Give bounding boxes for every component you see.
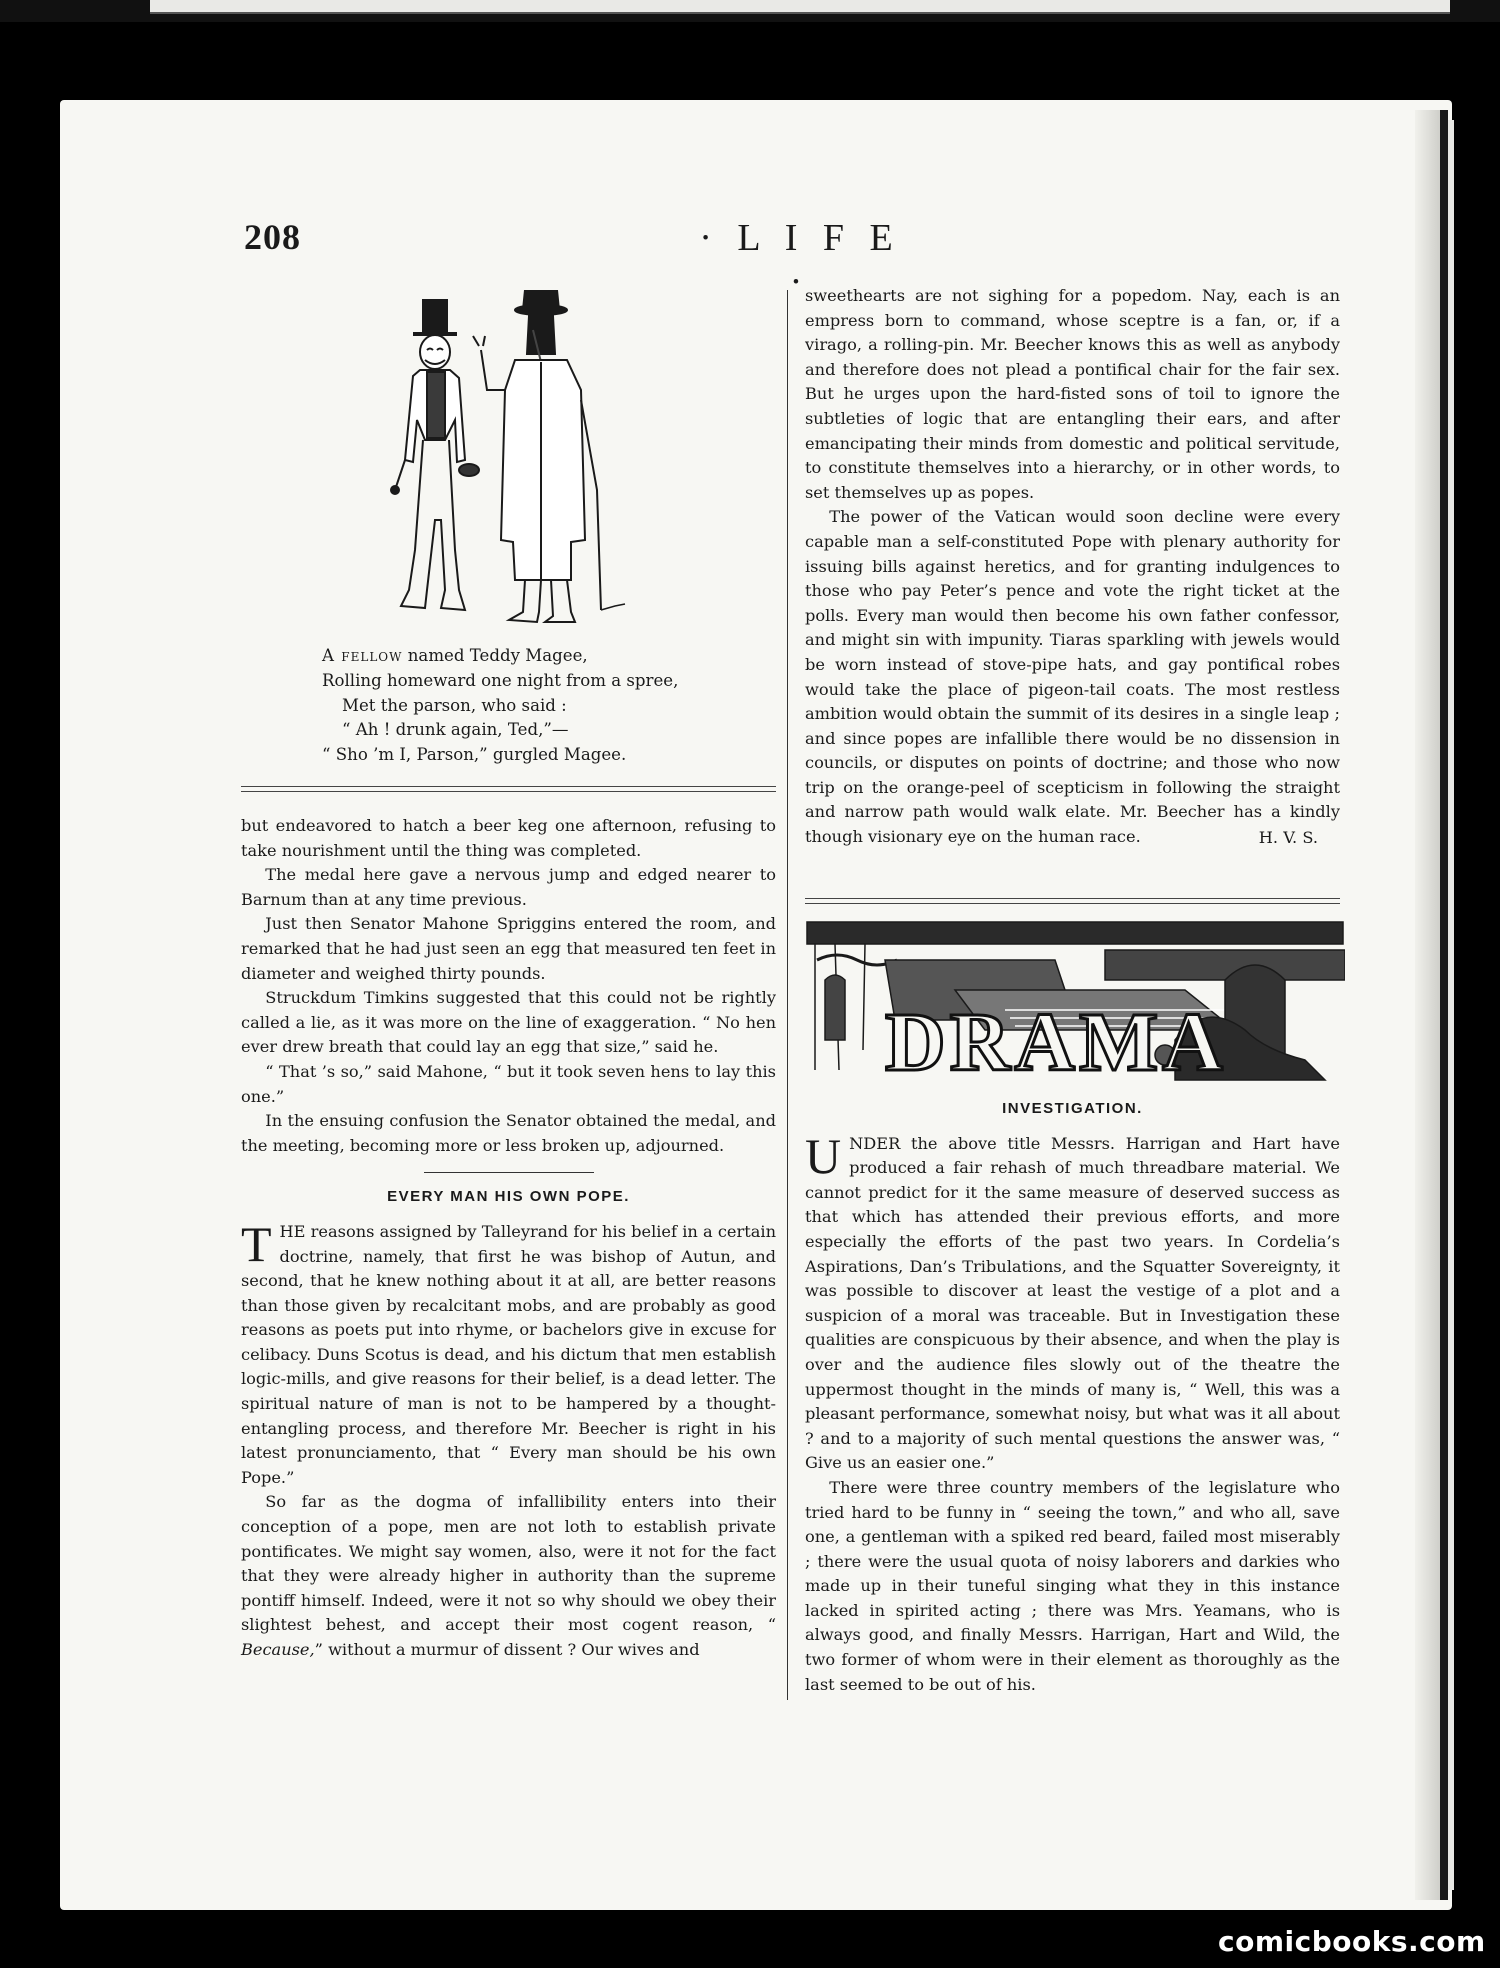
paragraph: “ That ’s so,” said Mahone, “ but it took seven hens to lay this one.”: [241, 1061, 776, 1106]
next-page-edge: [1448, 120, 1454, 1890]
paragraph: The power of the Vatican would soon decline were every capable man a self-constituted Pope with plenary authority for issuing bills against heretics, and for granting indulgences to those who pay Peter’s pence and vote the right ticket at the polls. Every man would then become his own father confessor, and might sin with impunity. Tiaras sparkling with jewels would be worn instead of stove-pipe hats, and gay pontifical robes would take the place of pigeon-tail coats. The most restless ambition would obtain the summit of its desires in a single leap ; and since popes are infallible there would be no dissension in councils, or disputes on points of doctrine; and those who now trip on the orange-peel of scepticism in following the straight and narrow path would walk elate. Mr. Beecher has a kindly though visionary eye on the human race.: [805, 507, 1340, 847]
drop-cap: T: [241, 1215, 272, 1272]
cartoon-illustration: [375, 290, 645, 630]
paragraph: There were three country members of the legislature who tried hard to be funny in “ seeing the town,” and who all, save one, a gentleman with a spiked red beard, failed most miserably ; there were the usual quota of noisy laborers and darkies who made up in their tuneful singing what they in this instance lacked in spirited acting ; there was Mrs. Yeamans, who is always good, and finally Messrs. Harrigan, Hart and Wild, the two former of whom were in their element as thoroughly as the last seemed to be out of his.: [805, 1477, 1340, 1694]
limerick-poem: [322, 644, 742, 768]
paragraph: sweethearts are not sighing for a popedom. Nay, each is an empress born to command, whose sceptre is a fan, or, if a virago, a rolling-pin. Mr. Beecher knows this as well as anybody and therefore does not plead a pontifical chair for the fair sex. But he urges upon the hard-fisted sons of toil to ignore the subtleties of logic that are entangling their ears, and after emancipating their minds from domestic and political servitude, to constitute themselves into a hierarchy, or in other words, to set themselves up as popes.: [805, 286, 1340, 502]
previous-page-edge: [150, 0, 1450, 14]
investigation-heading: INVESTIGATION.: [1002, 1100, 1143, 1117]
paragraph-text: ” without a murmur of dissent ? Our wives and: [314, 1640, 700, 1659]
drop-cap: U: [805, 1127, 842, 1184]
poem-line: Rolling homeward one night from a spree,: [322, 670, 679, 690]
right-column: [805, 284, 1340, 850]
italic-word: Because,: [241, 1640, 315, 1659]
pope-heading: EVERY MAN HIS OWN POPE.: [387, 1188, 630, 1206]
drama-banner-illustration: [805, 920, 1345, 1085]
binding-shadow: [1415, 110, 1440, 1900]
paragraph: [805, 1127, 1340, 1476]
column-divider: [787, 290, 788, 1700]
section-divider: [241, 786, 776, 792]
poem-line: “ Ah ! drunk again, Ted,”—: [342, 720, 569, 740]
drama-banner-title: DRAMA: [885, 996, 1227, 1085]
paragraph-text: NDER the above title Messrs. Harrigan and Hart have produced a fair rehash of much threadbare material. We cannot predict for it the same measure of deserved success as that which has attended their previous efforts, and more especially the efforts of the past two years. In Cordelia’s Aspirations, Dan’s Tribulations, and the Squatter Sovereignty, it was possible to discover at least the vestige of a plot and a suspicion of a moral was traceable. But in Investigation these qualities are conspicuous by their absence, and when the play is over and the audience files slowly out of the theatre the uppermost thought in the minds of many is, “ Well, this was a pleasant performance, somewhat noisy, but what was it all about ? and to a majority of such mental questions the answer was, “ Give us an easier one.”: [805, 1133, 1340, 1473]
paragraph: but endeavored to hatch a beer keg one afternoon, refusing to take nourishment until the thing was completed.: [241, 816, 776, 860]
paragraph: In the ensuing confusion the Senator obtained the medal, and the meeting, becoming more or less broken up, adjourned.: [241, 1111, 776, 1155]
paragraph: [241, 1215, 776, 1491]
paragraph: The medal here gave a nervous jump and edged nearer to Barnum than at any time previous.: [241, 865, 776, 909]
paragraph: [241, 1490, 776, 1662]
heading-rule: [424, 1172, 594, 1173]
poem-line: [322, 644, 742, 669]
watermark: comicbooks.com: [1218, 1925, 1486, 1958]
paragraph: Struckdum Timkins suggested that this could not be rightly called a lie, as it was more on the line of exaggeration. “ No hen ever drew breath that could lay an egg that size,” said he.: [241, 988, 776, 1057]
section-divider: [805, 898, 1340, 904]
paragraph-text: HE reasons assigned by Talleyrand for his belief in a certain doctrine, namely, that first he was bishop of Autun, and second, that he knew nothing about it at all, are better reasons than those given by recalcitant mobs, and are probably as good reasons as poets put into rhyme, or bachelors give in excuse for celibacy. Duns Scotus is dead, and his dictum that men establish logic-mills, and give reasons for their belief, is a dead letter. The spiritual nature of man is not to be hampered by a thought-entangling process, and therefore Mr. Beecher is right in his latest pronunciamento, that “ Every man should be his own Pope.”: [241, 1221, 776, 1487]
poem-small-caps: A fellow: [322, 646, 403, 665]
page-number: 208: [244, 217, 301, 257]
signature: H. V. S.: [1258, 827, 1318, 847]
poem-line-rest: named Teddy Magee,: [402, 646, 588, 665]
paragraph: Just then Senator Mahone Spriggins entered the room, and remarked that he had just seen an egg that measured ten feet in diameter and weighed thirty pounds.: [241, 914, 776, 983]
poem-line: “ Sho ’m I, Parson,” gurgled Magee.: [322, 745, 627, 765]
page-edge-dark: [1440, 110, 1448, 1900]
paragraph-text: So far as the dogma of infallibility enters into their conception of a pope, men are not loth to establish private pontificates. We might say women, also, were it not for the fact that they were already higher in authority than the supreme pontiff himself. Indeed, were it not so why should we obey their slightest behest, and accept their most cogent reason, “: [241, 1492, 776, 1635]
left-column: [241, 814, 776, 1663]
magazine-title: · L I F E ·: [699, 217, 901, 303]
poem-line: Met the parson, who said :: [342, 695, 567, 715]
right-column-drama: [805, 1097, 1340, 1697]
